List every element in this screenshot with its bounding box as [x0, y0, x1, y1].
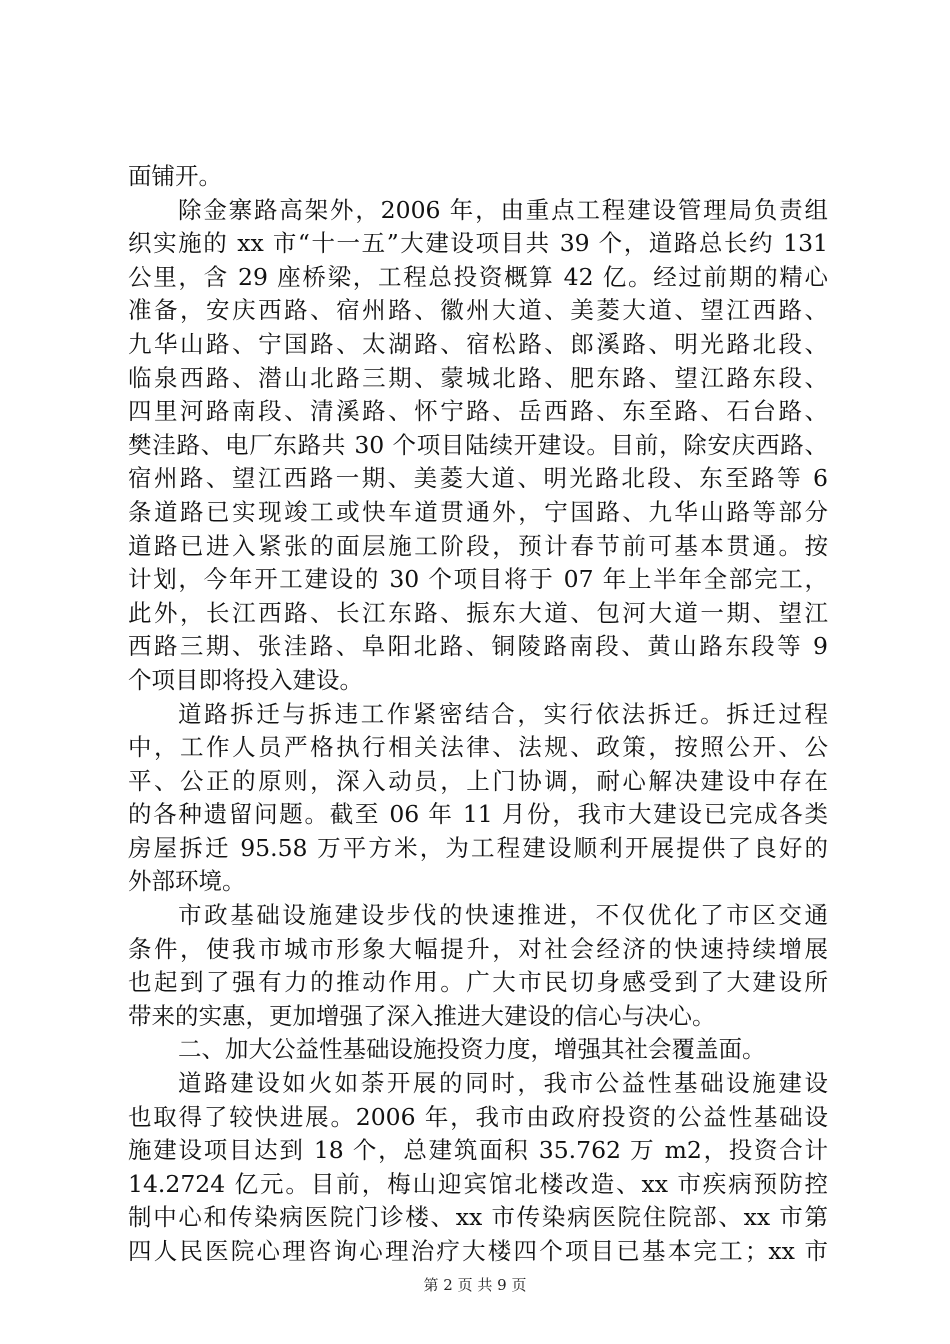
text-line: 准备，安庆西路、宿州路、徽州大道、美菱大道、望江西路、: [128, 296, 828, 325]
text-line: 的各种遗留问题。截至 06 年 11 月份，我市大建设已完成各类: [128, 800, 828, 829]
section-heading: 二、加大公益性基础设施投资力度，增强其社会覆盖面。: [178, 1035, 766, 1064]
text-line: 房屋拆迁 95.58 万平方米，为工程建设顺利开展提供了良好的: [128, 833, 828, 862]
text-line: 条件，使我市城市形象大幅提升，对社会经济的快速持续增展: [128, 934, 828, 963]
text-line: 平、公正的原则，深入动员，上门协调，耐心解决建设中存在: [128, 766, 828, 795]
text-line: 14.2724 亿元。目前，梅山迎宾馆北楼改造、xx 市疾病预防控: [128, 1169, 828, 1198]
text-line: 条道路已实现竣工或快车道贯通外，宁国路、九华山路等部分: [128, 497, 828, 526]
text-line: 外部环境。: [128, 867, 246, 896]
paragraph-start-line: 道路建设如火如荼开展的同时，我市公益性基础设施建设: [178, 1069, 828, 1098]
text-line: 面铺开。: [128, 162, 222, 190]
paragraph-start-line: 道路拆迁与拆违工作紧密结合，实行依法拆迁。拆迁过程: [178, 699, 828, 728]
text-line: 带来的实惠，更加增强了深入推进大建设的信心与决心。: [128, 1001, 716, 1030]
paragraph-start-line: 市政基础设施建设步伐的快速推进，不仅优化了市区交通: [178, 901, 828, 930]
paragraph-start-line: 除金寨路高架外，2006 年，由重点工程建设管理局负责组: [178, 195, 828, 224]
text-line: 此外，长江西路、长江东路、振东大道、包河大道一期、望江: [128, 598, 828, 627]
text-line: 道路已进入紧张的面层施工阶段，预计春节前可基本贯通。按: [128, 531, 828, 560]
text-line: 宿州路、望江西路一期、美菱大道、明光路北段、东至路等 6: [128, 464, 828, 493]
text-line: 中，工作人员严格执行相关法律、法规、政策，按照公开、公: [128, 733, 828, 762]
text-line: 计划，今年开工建设的 30 个项目将于 07 年上半年全部完工，: [128, 565, 828, 594]
text-line: 四人民医院心理咨询心理治疗大楼四个项目已基本完工；xx 市: [128, 1237, 828, 1265]
page-number: 第 2 页 共 9 页: [423, 1276, 527, 1294]
text-line: 樊洼路、电厂东路共 30 个项目陆续开建设。目前，除安庆西路、: [128, 430, 828, 459]
text-line: 临泉西路、潜山北路三期、蒙城北路、肥东路、望江路东段、: [128, 363, 828, 392]
text-line: 公里，含 29 座桥梁，工程总投资概算 42 亿。经过前期的精心: [128, 262, 828, 291]
text-line: 西路三期、张洼路、阜阳北路、铜陵路南段、黄山路东段等 9: [128, 632, 828, 661]
text-line: 九华山路、宁国路、太湖路、宿松路、郎溪路、明光路北段、: [128, 329, 828, 358]
text-line: 施建设项目达到 18 个，总建筑面积 35.762 万 m2，投资合计: [128, 1136, 828, 1165]
text-line: 个项目即将投入建设。: [128, 665, 363, 694]
text-line: 四里河路南段、清溪路、怀宁路、岳西路、东至路、石台路、: [128, 397, 828, 426]
page-footer: [0, 1275, 950, 1295]
text-line: 织实施的 xx 市“十一五”大建设项目共 39 个，道路总长约 131: [128, 229, 828, 258]
text-line: 也取得了较快进展。2006 年，我市由政府投资的公益性基础设: [128, 1102, 828, 1131]
text-line: 也起到了强有力的推动作用。广大市民切身感受到了大建设所: [128, 968, 828, 997]
document-body: [128, 160, 828, 1269]
text-line: 制中心和传染病医院门诊楼、xx 市传染病医院住院部、xx 市第: [128, 1203, 828, 1232]
